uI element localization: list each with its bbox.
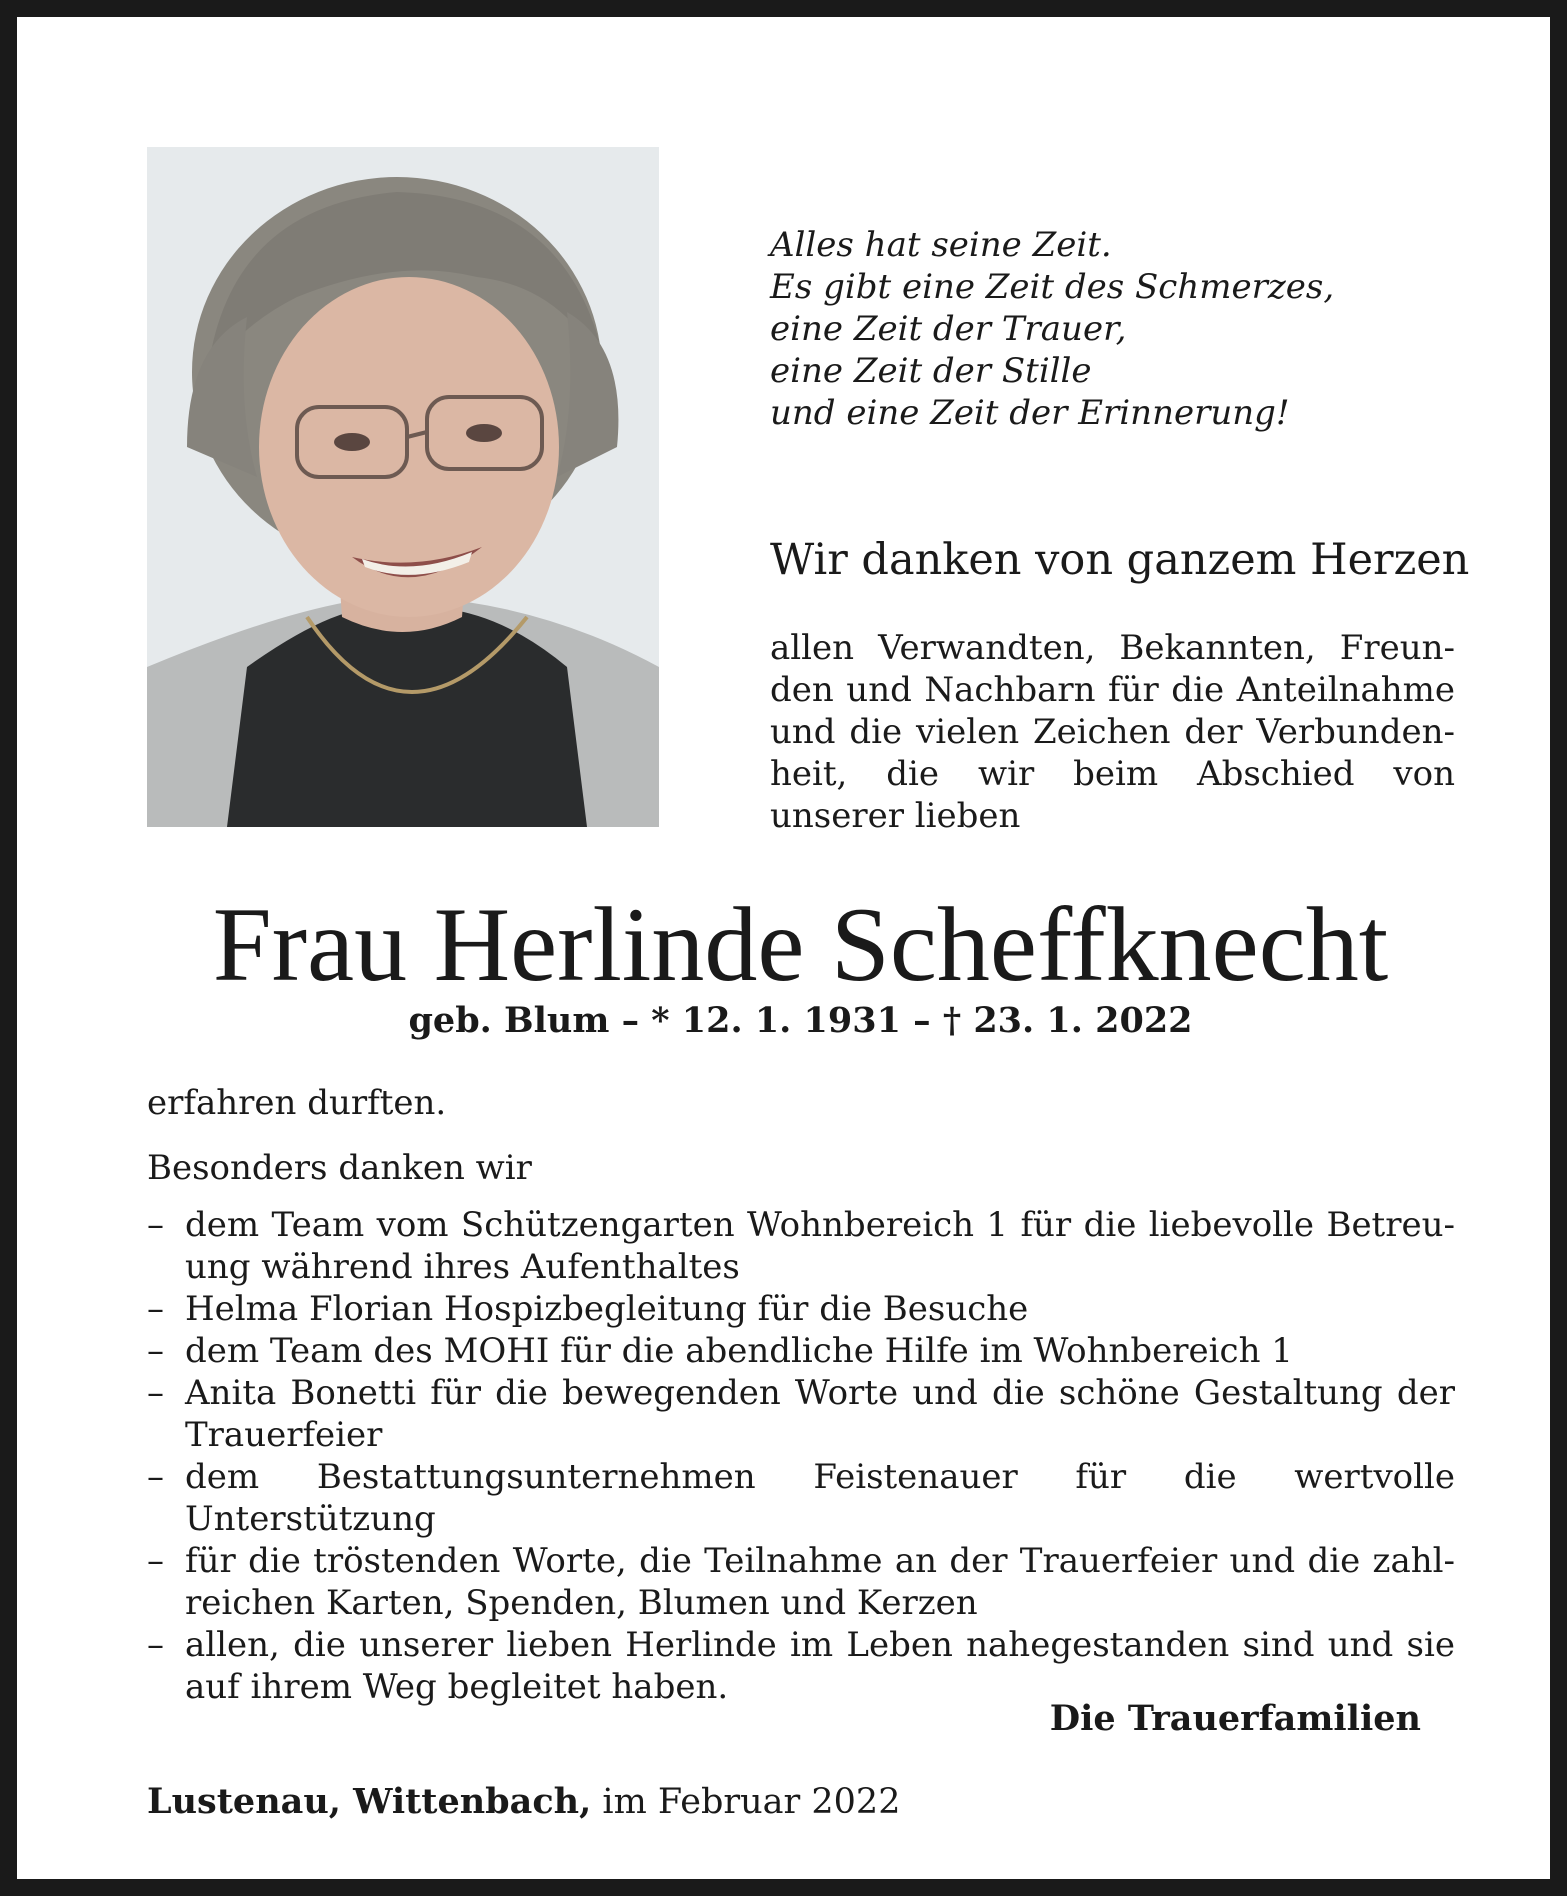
poem-line: Es gibt eine Zeit des Schmerzes, bbox=[770, 267, 1335, 307]
poem-line: Alles hat seine Zeit. bbox=[770, 225, 1112, 265]
dash-bullet: – bbox=[147, 1289, 164, 1329]
place-date bbox=[147, 1780, 900, 1824]
list-item-text: allen, die unserer lieben Herlinde im Leben nahegestanden sind und sie auf ihrem Weg begleitet haben. bbox=[185, 1625, 1455, 1707]
list-item-text: dem Bestattungsunternehmen Feistenauer für die wertvolle Unterstützung bbox=[185, 1457, 1455, 1539]
poem-line: eine Zeit der Stille bbox=[770, 351, 1092, 391]
list-item-text: Anita Bonetti für die bewegenden Worte und die schöne Gestaltung der Trauerfeier bbox=[185, 1373, 1455, 1455]
list-item bbox=[147, 1372, 1455, 1456]
dash-bullet: – bbox=[147, 1625, 164, 1665]
signature: Die Trauerfamilien bbox=[1049, 1698, 1421, 1739]
thanks-heading: Wir danken von ganzem Herzen bbox=[770, 535, 1470, 585]
date: im Februar 2022 bbox=[591, 1782, 901, 1822]
list-item-text: dem Team des MOHI für die abendliche Hilfe im Wohnbereich 1 bbox=[185, 1331, 1293, 1371]
list-item-text: Helma Florian Hospizbegleitung für die Besuche bbox=[185, 1289, 1029, 1329]
dash-bullet: – bbox=[147, 1541, 164, 1581]
dash-bullet: – bbox=[147, 1457, 164, 1497]
list-item bbox=[147, 1624, 1455, 1708]
dash-bullet: – bbox=[147, 1331, 164, 1371]
dash-bullet: – bbox=[147, 1373, 164, 1413]
list-item bbox=[147, 1456, 1455, 1540]
place: Lustenau, Wittenbach, bbox=[147, 1781, 592, 1822]
list-item-text: dem Team vom Schützengarten Wohnbereich 1 für die liebevolle Betreuung während ihres Aufenthaltes bbox=[185, 1205, 1455, 1287]
poem-line: und eine Zeit der Erinnerung! bbox=[770, 393, 1290, 433]
dash-bullet: – bbox=[147, 1205, 164, 1245]
portrait-photo bbox=[147, 147, 659, 827]
list-item bbox=[147, 1330, 1455, 1372]
thanks-intro: Besonders danken wir bbox=[147, 1148, 532, 1188]
list-item bbox=[147, 1540, 1455, 1624]
poem bbox=[770, 224, 1334, 434]
thanks-list bbox=[147, 1204, 1455, 1708]
deceased-name: Frau Herlinde Scheffknecht bbox=[212, 886, 1389, 1003]
list-item bbox=[147, 1204, 1455, 1288]
thanks-text: allen Verwandten, Bekannten, Freunden und Nachbarn für die Anteilnahme und die vielen Zeichen der Verbundenheit, die wir beim Abschied von unserer lieben bbox=[770, 628, 1455, 836]
poem-line: eine Zeit der Trauer, bbox=[770, 309, 1127, 349]
list-item bbox=[147, 1288, 1455, 1330]
continuation-text: erfahren durften. bbox=[147, 1083, 447, 1123]
list-item-text: für die tröstenden Worte, die Teilnahme an der Trauerfeier und die zahlreichen Karten, Spenden, Blumen und Kerzen bbox=[185, 1541, 1455, 1623]
deceased-dates: geb. Blum – * 12. 1. 1931 – † 23. 1. 2022 bbox=[408, 1000, 1193, 1041]
portrait-illustration bbox=[147, 147, 659, 827]
